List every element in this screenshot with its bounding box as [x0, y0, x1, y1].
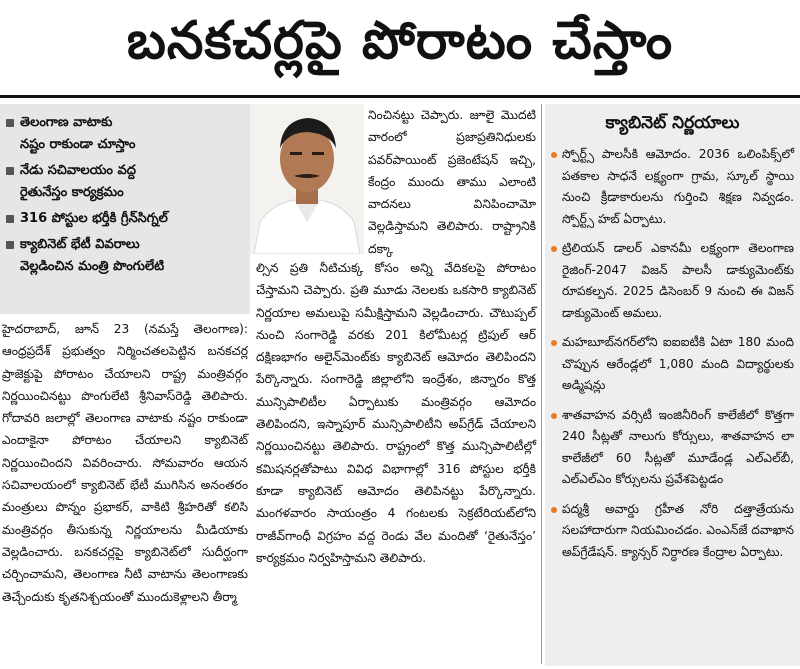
- highlights-box: [0, 104, 250, 314]
- square-bullet-icon: [6, 241, 14, 249]
- article-column-middle: [256, 257, 536, 569]
- highlight-text: 316 పోస్టుల భర్తీకి గ్రీన్‌సిగ్నల్: [20, 211, 168, 226]
- cabinet-decisions-title: క్యాబినెట్ నిర్ణయాలు: [605, 113, 740, 133]
- cabinet-decision-item: [551, 144, 794, 230]
- square-bullet-icon: [6, 119, 14, 127]
- article-column-middle-top: [368, 104, 536, 260]
- minister-photo: [250, 104, 364, 254]
- bullet-dot-icon: [551, 413, 557, 419]
- bullet-dot-icon: [551, 246, 557, 252]
- cabinet-decision-text: ట్రిలియన్ డాలర్ ఎకానమీ లక్ష్యంగా తెలంగాణ రైజింగ్-2047 విజన్ పాలసీ డాక్యుమెంట్‌కు రూపకల్పన. 2025 డిసెంబర్ 9 నుంచి ఈ విజన్ డాక్యుమెంట్ అమలు.: [562, 241, 794, 320]
- highlight-text: నేడు సచివాలయం వద్ద రైతునేస్తం కార్యక్రమం: [20, 163, 136, 200]
- article-text: ల్సిన ప్రతి నీటిచుక్క కోసం అన్ని వేదికలపై పోరాటం చేస్తామని చెప్పారు. ప్రతి మూడు నెలలకు ఒకసారి క్యాబినెట్ నిర్ణయాల అమలుపై సమీక్షిస్తామని వెల్లడించారు. చౌటుప్పల్ నుంచి సంగారెడ్డి వరకు 201 కిలోమీటర్ల ట్రిపుల్ ఆర్ దక్షిణభాగం అలైన్‌మెంట్‌కు క్యాబినెట్ ఆమోదం తెలిపిందని పేర్కొన్నారు. సంగారెడ్డి జిల్లాలోని ఇంద్రేశం, జిన్నారం కొత్త మున్సిపాలిటీల ఏర్పాటుకు మంత్రివర్గం ఆమోదం తెలిపిందని, ఇస్నాపూర్ మున్సిపాలిటీని అప్‌గ్రేడ్ చేయాలని నిర్ణయించినట్టు తెలిపారు. రాష్ట్రంలో కొత్త మున్సిపాలిటీల్లో కమిషనర్లతోపాటు వివిధ విభాగాల్లో 316 పోస్టుల భర్తీకి కూడా క్యాబినెట్ ఆమోదం తెలిపినట్టు పేర్కొన్నారు. మంగళవారం సాయంత్రం 4 గంటలకు సెక్రటేరియట్‌లోని రాజీవ్‌గాంధీ విగ్రహం వద్ద రెండు వేల మందితో ‘రైతునేస్తం’ కార్యక్రమం నిర్వహిస్తామని తెలిపారు.: [256, 261, 536, 565]
- highlight-text: తెలంగాణ వాటాకు నష్టం రాకుండా చూస్తాం: [20, 115, 136, 152]
- highlight-item: [6, 112, 244, 156]
- article-text: నించినట్టు చెప్పారు. జూలై మొదటి వారంలో ప్రజాప్రతినిధులకు పవర్‌పాయింట్ ప్రజెంటేషన్ ఇచ్చి, కేంద్రం ముందు తాము ఎలాంటి వాదనలు వినిపించామో వెల్లడిస్తామని తెలిపారు. రాష్ట్రానికి దక్కా: [368, 108, 536, 256]
- cabinet-decision-item: [551, 405, 794, 491]
- cabinet-decision-item: [551, 332, 794, 397]
- cabinet-decision-text: మహబూబ్‌నగర్‌లోని ఐఐఐటీకి ఏటా 180 మంది చొప్పున ఆరేండ్లలో 1,080 మంది విద్యార్థులకు అడ్మిషన్లు: [562, 335, 794, 392]
- cabinet-decision-item: [551, 238, 794, 324]
- square-bullet-icon: [6, 167, 14, 175]
- bullet-dot-icon: [551, 152, 557, 158]
- square-bullet-icon: [6, 215, 14, 223]
- portrait-icon: [250, 104, 364, 254]
- highlight-text: క్యాబినెట్ భేటీ వివరాలు వెల్లడించిన మంత్రి పొంగులేటి: [20, 237, 165, 274]
- cabinet-decision-text: పద్మశ్రీ అవార్డు గ్రహీత నోరి దత్తాత్రేయను సలహాదారుగా నియమించడం. ఎంఎన్‌జే దవాఖాన అప్‌గ్రేడేషన్. క్యాన్సర్ నిర్ధారణ కేంద్రాల ఏర్పాటు.: [562, 501, 794, 559]
- cabinet-decision-text: స్పోర్ట్స్ పాలసీకి ఆమోదం. 2036 ఒలింపిక్స్‌లో పతకాల సాధనే లక్ష్యంగా గ్రామ, స్కూల్ స్థాయి నుంచి క్రీడాకారులను గుర్తించి శిక్షణ నివ్వడం. స్పోర్ట్స్ హబ్ ఏర్పాటు.: [562, 147, 794, 226]
- bullet-dot-icon: [551, 340, 557, 346]
- column-divider: [541, 104, 542, 664]
- headline: బనకచర్లపై పోరాటం చేస్తాం: [0, 0, 800, 98]
- cabinet-decision-item: [551, 499, 794, 564]
- cabinet-decision-text: శాతవాహన వర్సిటీ ఇంజినీరింగ్ కాలేజీలో కొత్తగా 240 సీట్లతో నాలుగు కోర్సులు, శాతవాహన లా కాలేజీలో 60 సీట్లతో మూడేండ్ల ఎల్ఎల్‌బీ, ఎల్ఎల్ఎం కోర్సులను ప్రవేశపెట్టడం: [562, 407, 794, 486]
- bullet-dot-icon: [551, 507, 557, 513]
- highlight-item: [6, 160, 244, 204]
- highlight-item: [6, 208, 244, 230]
- highlight-item: [6, 234, 244, 278]
- cabinet-decisions-box: [545, 104, 800, 666]
- article-column-left: [2, 318, 248, 608]
- article-text: హైదరాబాద్, జూన్ 23 (నమస్తే తెలంగాణ): ఆంధ్రప్రదేశ్ ప్రభుత్వం నిర్మించతలపెట్టిన బనకచర్ల ప్రాజెక్టుపై పోరాటం చేయాలని రాష్ట్ర మంత్రివర్గం నిర్ణయించినట్టు పొంగులేటి శ్రీనివాస్‌రెడ్డి తెలిపారు. గోదావరి జలాల్లో తెలంగాణ వాటాకు నష్టం రాకుండా ఎందాకైనా పోరాటం చేయాలని క్యాబినెట్ నిర్ణయించిందని వివరించారు. సోమవారం ఆయన సచివాలయంలో క్యాబినెట్ భేటీ ముగిసిన అనంతరం మంత్రులు పొన్నం ప్రభాకర్, వాకిటి శ్రీహరితో కలిసి మంత్రివర్గం తీసుకున్న నిర్ణయాలను మీడియాకు వెల్లడించారు. బనకచర్లపై క్యాబినెట్‌లో సుదీర్ఘంగా చర్చించామని, తెలంగాణ నీటి వాటాను తెలంగాణకు తెచ్చేందుకు కృతనిశ్చయంతో ముందుకెళ్లాలని తీర్మా: [2, 322, 248, 604]
